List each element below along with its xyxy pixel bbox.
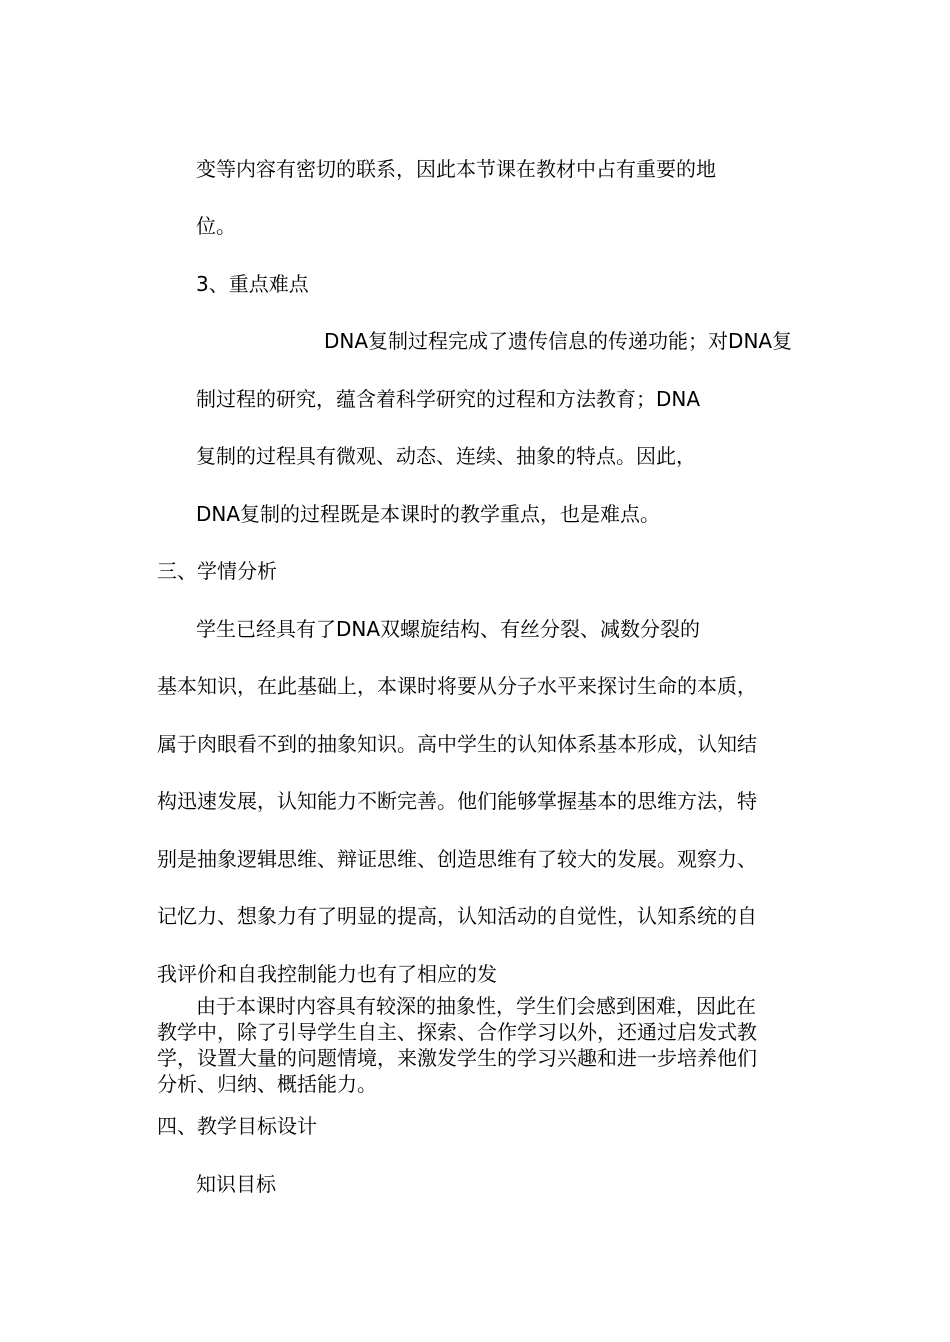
section-heading-teaching-goals: 四、教学目标设计	[157, 1114, 317, 1138]
text-line: 学，设置大量的问题情境，来激发学生的学习兴趣和进一步培养他们	[157, 1046, 757, 1070]
text-line: 由于本课时内容具有较深的抽象性，学生们会感到困难，因此在	[196, 994, 756, 1018]
text-line: 位。	[196, 214, 236, 238]
section-heading-learning-analysis: 三、学情分析	[157, 559, 277, 583]
text-line: 学生已经具有了DNA双螺旋结构、有丝分裂、减数分裂的	[196, 617, 701, 641]
subheading-knowledge-goals: 知识目标	[196, 1172, 276, 1196]
text-line: 我评价和自我控制能力也有了相应的发	[157, 962, 497, 986]
text-line: DNA复制的过程既是本课时的教学重点，也是难点。	[196, 502, 661, 526]
text-line: 变等内容有密切的联系，因此本节课在教材中占有重要的地	[196, 157, 716, 181]
text-line: 记忆力、想象力有了明显的提高，认知活动的自觉性，认知系统的自	[157, 904, 757, 928]
compact-paragraph	[157, 993, 797, 1097]
text-line: 制过程的研究，蕴含着科学研究的过程和方法教育；DNA	[196, 387, 701, 411]
section-heading-3: 3、重点难点	[196, 272, 309, 296]
text-line: 别是抽象逻辑思维、辩证思维、创造思维有了较大的发展。观察力、	[157, 847, 757, 871]
text-line: 复制的过程具有微观、动态、连续、抽象的特点。因此，	[196, 444, 696, 468]
text-line: 教学中，除了引导学生自主、探索、合作学习以外，还通过启发式教	[157, 1020, 757, 1044]
text-line: 基本知识，在此基础上，本课时将要从分子水平来探讨生命的本质，	[157, 674, 757, 698]
text-line: 属于肉眼看不到的抽象知识。高中学生的认知体系基本形成，认知结	[157, 732, 757, 756]
text-line: 分析、归纳、概括能力。	[157, 1072, 377, 1096]
text-line: DNA复制过程完成了遗传信息的传递功能；对DNA复	[324, 329, 793, 353]
text-line: 构迅速发展，认知能力不断完善。他们能够掌握基本的思维方法，特	[157, 789, 757, 813]
